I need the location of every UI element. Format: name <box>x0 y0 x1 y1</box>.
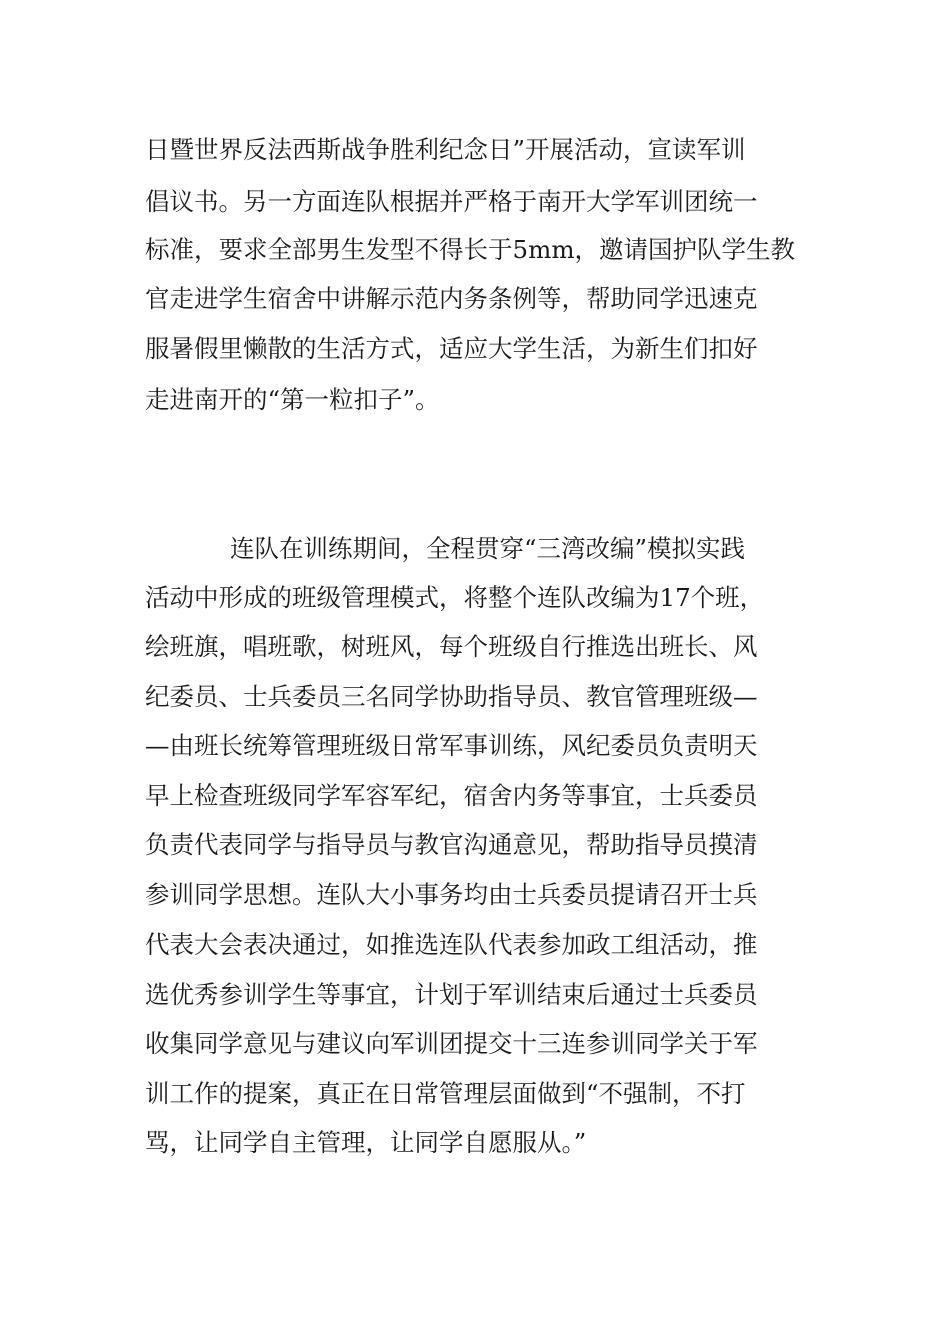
text-line: 连队在训练期间，全程贯穿“三湾改编”模拟实践 <box>230 534 746 563</box>
text-line: 参训同学思想。连队大小事务均由士兵委员提请召开士兵 <box>145 880 758 909</box>
text-line: —由班长统筹管理班级日常军事训练，风纪委员负责明天 <box>145 731 758 760</box>
text-line: 选优秀参训学生等事宜，计划于军训结束后通过士兵委员 <box>145 980 758 1009</box>
text-line: 早上检查班级同学军容军纪，宿舍内务等事宜，士兵委员 <box>145 781 758 810</box>
text-line: 收集同学意见与建议向军训团提交十三连参训同学关于军 <box>145 1029 758 1058</box>
text-line: 骂，让同学自主管理，让同学自愿服从。” <box>145 1128 587 1157</box>
text-line: 代表大会表决通过，如推选连队代表参加政工组活动，推 <box>145 930 758 959</box>
text-line: 倡议书。另一方面连队根据并严格于南开大学军训团统一 <box>145 187 758 216</box>
text-line: 负责代表同学与指导员与教官沟通意见，帮助指导员摸清 <box>145 830 758 859</box>
text-line: 纪委员、士兵委员三名同学协助指导员、教官管理班级— <box>145 682 758 711</box>
text-line: 官走进学生宿舍中讲解示范内务条例等，帮助同学迅速克 <box>145 284 758 313</box>
text-line: 活动中形成的班级管理模式，将整个连队改编为17个班， <box>145 583 765 612</box>
text-line: 绘班旗，唱班歌，树班风，每个班级自行推选出班长、风 <box>145 632 758 661</box>
text-line: 走进南开的“第一粒扣子”。 <box>145 385 440 414</box>
text-line: 训工作的提案，真正在日常管理层面做到“不强制，不打 <box>145 1079 746 1108</box>
text-line: 服暑假里懒散的生活方式，适应大学生活，为新生们扣好 <box>145 334 758 363</box>
text-line: 日暨世界反法西斯战争胜利纪念日”开展活动，宣读军训 <box>145 135 746 164</box>
text-line: 标准，要求全部男生发型不得长于5mm，邀请国护队学生教 <box>145 235 796 264</box>
